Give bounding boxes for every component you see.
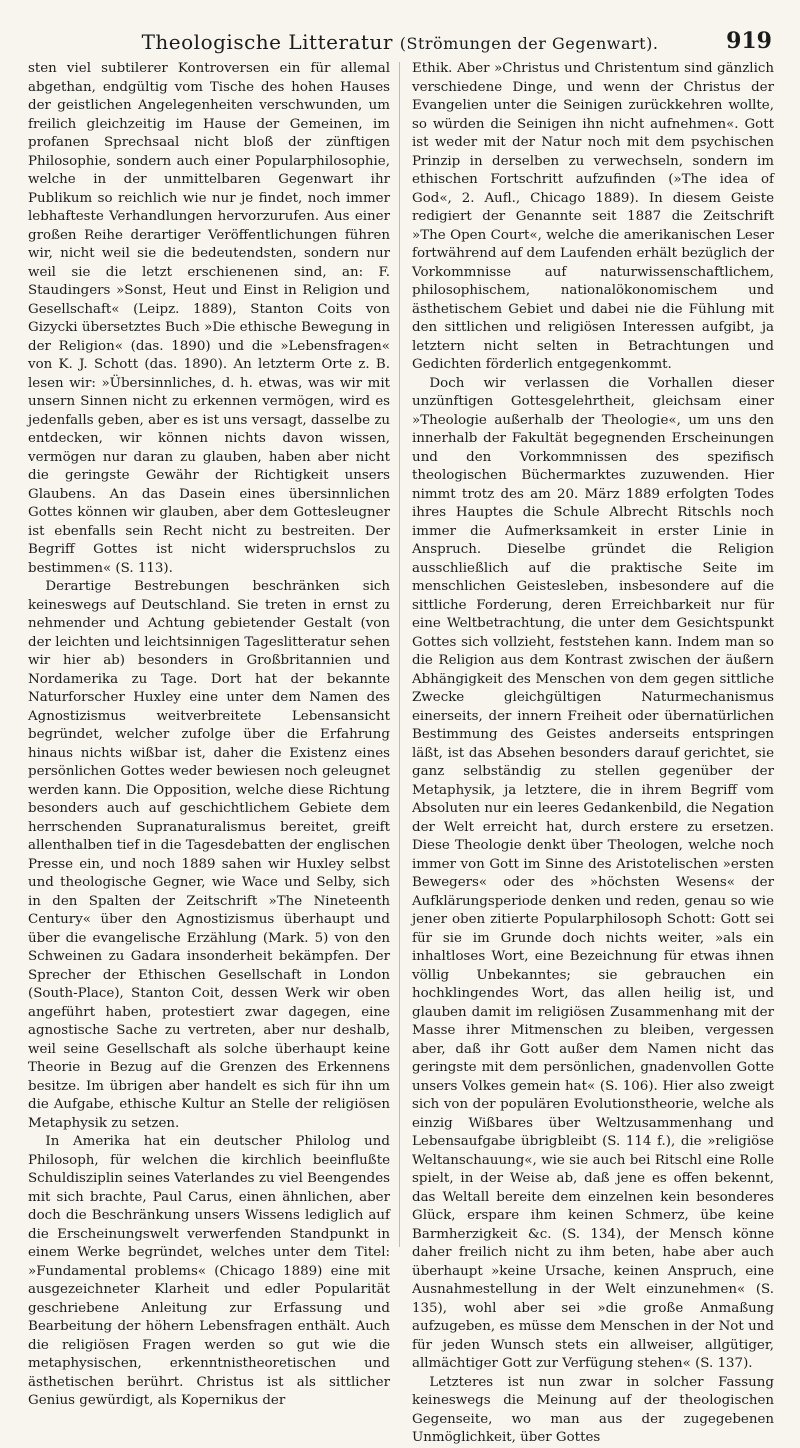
paragraph: Doch wir verlassen die Vorhallen dieser unzünftigen Gottesgelehrtheit, gleichsam einer »Theologie außerhalb der Theologie«, um uns den innerhalb der Fakultät begegnenden Erscheinungen und den Vorkommnissen des spezifisch theologischen Büchermarktes zuzuwenden. Hier nimmt trotz des am 20. März 1889 erfolgten Todes ihres Hauptes die Schule Albrecht Ritschls noch immer die Aufmerksamkeit in erster Linie in Anspruch. Dieselbe gründet die Religion ausschließlich auf die praktische Seite im menschlichen Geistesleben, insbesondere auf die sittliche Forderung, deren Erreichbarkeit nur für eine Weltbetrachtung, die unter dem Gesichtspunkt Gottes sich vollzieht, feststehen kann. Indem man so die Religion aus dem Kontrast zwischen der äußern Abhängigkeit des Menschen von dem gegen sittliche Zwecke gleichgültigen Naturmechanismus einerseits, der innern Freiheit oder übernatürlichen Bestimmung des Geistes anderseits entspringen läßt, ist das Absehen besonders darauf gerichtet, sie ganz selbständig zu stellen gegenüber der Metaphysik, ja letztere, die in ihrem Begriff vom Absoluten nur ein leeres Gedankenbild, die Negation der Welt erreicht hat, durch erstere zu ersetzen. Diese Theologie denkt über Theologen, welche noch immer von Gott im Sinne des Aristotelischen »ersten Bewegers« oder des »höchsten Wesens« der Aufklärungsperiode denken und reden, genau so wie jener oben zitierte Popularphilosoph Schott: Gott sei für sie im Grunde doch nichts weiter, »als ein inhaltloses Wort, eine Bezeichnung für etwas ihnen völlig Unbekanntes; sie gebrauchen ein hochklingendes Wort, das allen heilig ist, und glauben damit im religiösen Zusammenhang mit der Masse ihrer Mitmenschen zu bleiben, vergessen aber, daß ihr Gott außer dem Namen nicht das geringste mit dem persönlichen, gnadenvollen Gotte unsers Volkes gemein hat« (S. 106). Hier also zweigt sich von der populären Evolutionstheorie, welche als einzig Wißbares über Weltzusammenhang und Lebensaufgabe übrigbleibt (S. 114 f.), die »religiöse Weltanschauung«, wie sie auch bei Ritschl eine Rolle spielt, in der Weise ab, daß jene es offen bekennt, das Weltall bereite dem einzelnen kein besonderes Glück, erspare ihm keinen Schmerz, übe keine Barmherzigkeit &c. (S. 134), der Mensch könne daher freilich nicht zu ihm beten, habe aber auch überhaupt »keine Ursache, keinen Anspruch, eine Ausnahmestellung in der Welt einzunehmen« (S. 135), wohl aber sei »die große Anmaßung aufzugeben, es müsse dem Menschen in der Not und für jeden Wunsch stets ein allweiser, allgütiger, allmächtiger Gott zur Verfügung stehen« (S. 137).: [412, 375, 774, 1371]
paragraph: Ethik. Aber »Christus und Christentum sind gänzlich verschiedene Dinge, und wenn der Christus der Evangelien unter die Seinigen zurückkehren wollte, so würden die Seinigen ihn nicht aufnehmen«. Gott ist weder mit der Natur noch mit dem psychischen Prinzip in derselben zu verwechseln, sondern im ethischen Fortschritt aufzufinden (»The idea of God«, 2. Aufl., Chicago 1889). In diesem Geiste redigiert der Genannte seit 1887 die Zeitschrift »The Open Court«, welche die amerikanischen Leser fortwährend auf dem Laufenden erhält bezüglich der Vorkommnisse auf naturwissenschaftlichem, philosophischem, nationalökonomischem und ästhetischem Gebiet und dabei nie die Fühlung mit den sittlichen und religiösen Interessen aufgibt, ja letztern nicht selten in Betrachtungen und Gedichten förderlich entgegenkommt.: [412, 61, 774, 372]
column-divider: [399, 62, 400, 1247]
running-title: [28, 30, 772, 54]
paragraph: sten viel subtilerer Kontroversen ein für allemal abgethan, endgültig vom Tische des hohen Hauses der geistlichen Angelegenheiten verschwunden, um freilich gleichzeitig im Hause der Gemeinen, im profanen Sprechsaal nicht bloß der zünftigen Philosophie, sondern auch einer Popularphilosophie, welche in der unmittelbaren Gegenwart ihr Publikum so reichlich wie nur je findet, noch immer lebhafteste Verhandlungen hervorzurufen. Aus einer großen Reihe derartiger Veröffentlichungen führen wir, nicht weil sie die bedeutendsten, sondern nur weil sie die letzt erschienenen sind, an: F. Staudingers »Sonst, Heut und Einst in Religion und Gesellschaft« (Leipz. 1889), Stanton Coits von Gizycki übersetztes Buch »Die ethische Bewegung in der Religion« (das. 1890) und die »Lebensfragen« von K. J. Schott (das. 1890). An letzterm Orte z. B. lesen wir: »Übersinnliches, d. h. etwas, was wir mit unsern Sinnen nicht zu erkennen vermögen, wird es jedenfalls geben, aber es ist uns versagt, dasselbe zu entdecken, wir können nichts davon wissen, vermögen nur daran zu glauben, haben aber nicht die geringste Gewähr der Richtigkeit unsers Glaubens. An das Dasein eines übersinnlichen Gottes können wir glauben, aber dem Gottesleugner ist ebenfalls sein Recht nicht zu bestreiten. Der Begriff Gottes ist nicht widerspruchslos zu bestimmen« (S. 113).: [28, 61, 390, 576]
running-header: [28, 22, 772, 62]
paragraph: In Amerika hat ein deutscher Philolog und Philosoph, für welchen die kirchlich beeinflußte Schuldisziplin seines Vaterlandes zu viel Beengendes mit sich brachte, Paul Carus, einen ähnlichen, aber doch die Beschränkung unsers Wissens lediglich auf die Erscheinungswelt verwerfenden Standpunkt in einem Werke begründet, welches unter dem Titel: »Fundamental problems« (Chicago 1889) eine mit ausgezeichneter Klarheit und edler Popularität geschriebene Anleitung zur Erfassung und Bearbeitung der höhern Lebensfragen enthält. Auch die religiösen Fragen werden so gut wie die metaphysischen, erkenntnistheoretischen und ästhetischen berührt. Christus ist als sittlicher Genius gewürdigt, als Kopernikus der: [28, 1134, 390, 1408]
paragraph: Derartige Bestrebungen beschränken sich keineswegs auf Deutschland. Sie treten in ernst zu nehmender und Achtung gebietender Gestalt (von der leichten und leichtsinnigen Tageslitteratur sehen wir hier ab) besonders in Großbritannien und Nordamerika zu Tage. Dort hat der bekannte Naturforscher Huxley eine unter dem Namen des Agnostizismus weitverbreitete Lebensansicht begründet, welcher zufolge über die Erfahrung hinaus nichts wißbar ist, daher die Existenz eines persönlichen Gottes weder bewiesen noch geleugnet werden kann. Die Opposition, welche diese Richtung besonders auch auf geschichtlichem Gebiete dem herrschenden Supranaturalismus bereitet, greift allenthalben tief in die Tagesdebatten der englischen Presse ein, und noch 1889 sahen wir Huxley selbst und theologische Gegner, wie Wace und Selby, sich in den Spalten der Zeitschrift »The Nineteenth Century« über den Agnostizismus überhaupt und über die evangelische Erzählung (Mark. 5) von den Schweinen zu Gadara insonderheit bekämpfen. Der Sprecher der Ethischen Gesellschaft in London (South-Place), Stanton Coit, dessen Werk wir oben angeführt haben, protestiert zwar dagegen, eine agnostische Sache zu vertreten, aber nur deshalb, weil seine Gesellschaft als solche überhaupt keine Theorie in Bezug auf die Grenzen des Erkennens besitze. Im übrigen aber handelt es sich für ihn um die Aufgabe, ethische Kultur an Stelle der religiösen Metaphysik zu setzen.: [28, 579, 390, 1131]
header-title: Theologische Litteratur: [141, 30, 393, 54]
left-column: [28, 60, 390, 1408]
header-subtitle: (Strömungen der Gegenwart).: [399, 34, 659, 53]
page-number: 919: [726, 28, 772, 54]
paragraph: Letzteres ist nun zwar in solcher Fassung keineswegs die Meinung auf der theologischen Gegenseite, wo man aus der zugegebenen Unmöglichkeit, über Gottes: [412, 1374, 774, 1445]
right-column: [412, 60, 774, 1445]
